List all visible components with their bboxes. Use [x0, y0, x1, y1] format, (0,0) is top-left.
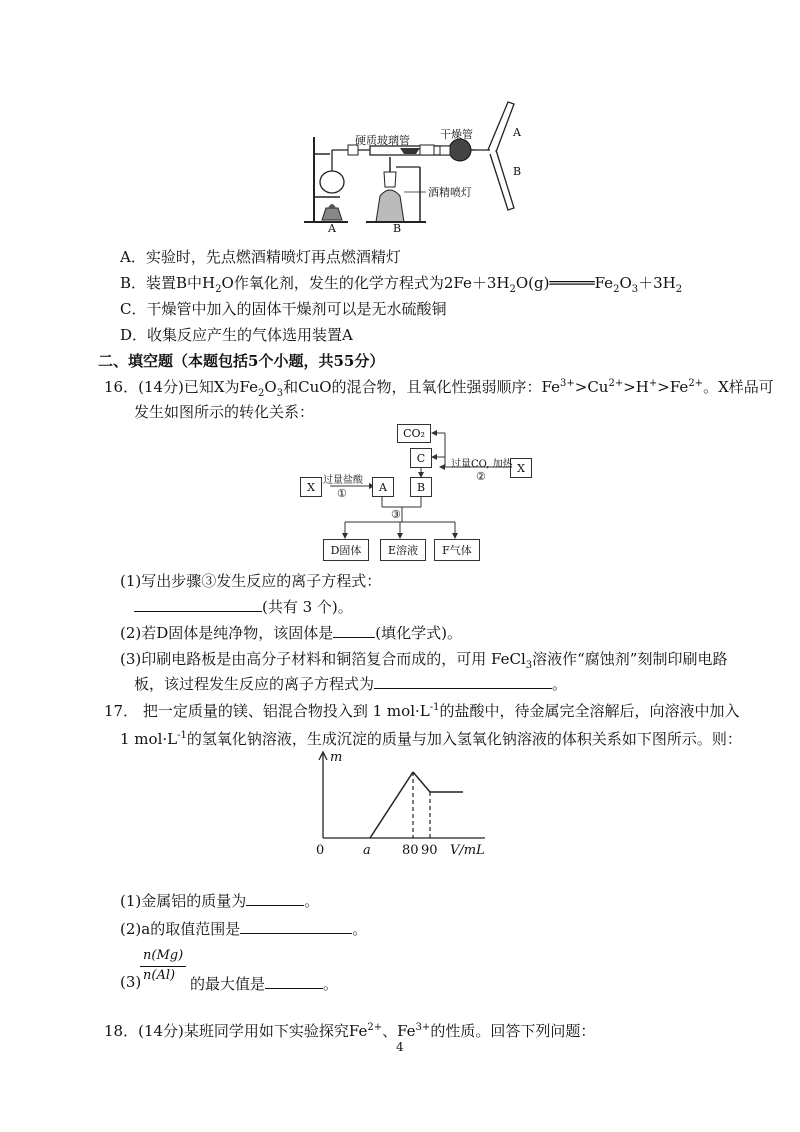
step3-num: ③ [391, 508, 401, 521]
q18-line1: 18．(14分)某班同学用如下实验探究$Fe^{2+}$、$Fe^{3+}$的性质。回答下列问题： [104, 1022, 596, 1040]
label-lamp: 酒精喷灯 [428, 186, 472, 199]
option-c: C．干燥管中加入的固体干燥剂可以是无水硫酸铜 [120, 300, 447, 318]
flow-co2: CO₂ [397, 424, 431, 443]
answer-blank[interactable] [374, 674, 552, 689]
flow-e: E溶液 [380, 539, 426, 561]
fraction-denominator: n(Al) [143, 968, 176, 983]
option-a: A．实验时，先点燃酒精喷灯再点燃酒精灯 [120, 248, 401, 266]
q17-p3: 的最大值是 。 [190, 975, 339, 993]
x-axis-label: V/mL [450, 843, 485, 858]
step1-label: 过量盐酸 [323, 475, 363, 486]
page-number: 4 [396, 1040, 404, 1054]
flow-c: C [410, 448, 432, 468]
answer-blank[interactable] [134, 597, 262, 612]
step2-num: ② [476, 470, 486, 483]
label-stand-a: A [328, 222, 336, 235]
answer-blank[interactable] [265, 974, 323, 989]
x-tick-0: 0 [316, 843, 325, 858]
q16-p1: (1)写出步骤③发生反应的离子方程式： [120, 572, 382, 590]
label-fork-a: A [513, 126, 521, 139]
label-dryer: 干燥管 [440, 128, 473, 141]
x-tick-90: 90 [421, 843, 438, 858]
section-heading: 二、填空题（本题包括5个小题，共55分） [98, 352, 385, 370]
q17-p3-prefix: (3) [120, 973, 142, 991]
step1-num: ① [337, 487, 347, 500]
y-axis-label: m [330, 750, 343, 765]
q16-line1: 16．(14分)已知X为$Fe_2O_3$和CuO的混合物，且氧化性强弱顺序：$Fe^{3+}>Cu^{2+}>H^+>Fe^{2+}$。X样品可 [104, 378, 774, 399]
option-d: D．收集反应产生的气体选用装置A [120, 326, 353, 344]
flow-a: A [372, 477, 394, 497]
q17-line2: 1 $mol\cdot L^{-1}$的氢氧化钠溶液，生成沉淀的质量与加入氢氧化钠溶液的体积关系如下图所示。则： [120, 730, 742, 748]
flow-d: D固体 [323, 539, 369, 561]
flow-x-right: X [510, 458, 532, 478]
q16-p3: (3)印刷电路板是由高分子材料和铜箔复合而成的，可用 FeCl$_3$溶液作“腐蚀剂”刻制印刷电路 [120, 650, 728, 671]
q16-p2: (2)若D固体是纯净物，该固体是 (填化学式)。 [120, 624, 462, 642]
answer-blank[interactable] [240, 919, 352, 934]
label-fork-b: B [513, 165, 522, 178]
step2-label: 过量CO, 加热 [451, 459, 513, 470]
flow-b: B [410, 477, 432, 497]
q16-p3-line2: 板，该过程发生反应的离子方程式为 。 [134, 675, 568, 693]
fraction-numerator: n(Mg) [143, 948, 184, 963]
flow-x-left: X [300, 477, 322, 497]
q17-line1: 17． 把一定质量的镁、铝混合物投入到 1 $mol\cdot L^{-1}$的盐酸中，待金属完全溶解后，向溶液中加入 [104, 702, 740, 720]
q17-p1: (1)金属铝的质量为 。 [120, 892, 320, 910]
x-tick-a: a [363, 843, 371, 858]
x-tick-80: 80 [402, 843, 419, 858]
q16-line2: 发生如图所示的转化关系： [134, 403, 315, 421]
fall-segment [413, 772, 430, 792]
option-b: B．装置B中$H_2O$作氧化剂，发生的化学方程式为$2Fe+3H_2O(g)═════Fe_2O_3+3H_2$ [120, 274, 683, 295]
label-stand-b: B [393, 222, 402, 235]
answer-blank[interactable] [246, 891, 304, 906]
q16-p1-answer: (共有 3 个)。 [134, 596, 353, 617]
apparatus-figure [300, 92, 540, 237]
fraction-bar [140, 966, 186, 967]
flow-f: F气体 [434, 539, 480, 561]
label-tube: 硬质玻璃管 [355, 134, 410, 147]
rise-segment [370, 772, 413, 838]
answer-blank[interactable] [333, 623, 375, 638]
q17-p2: (2)a的取值范围是 。 [120, 920, 368, 938]
